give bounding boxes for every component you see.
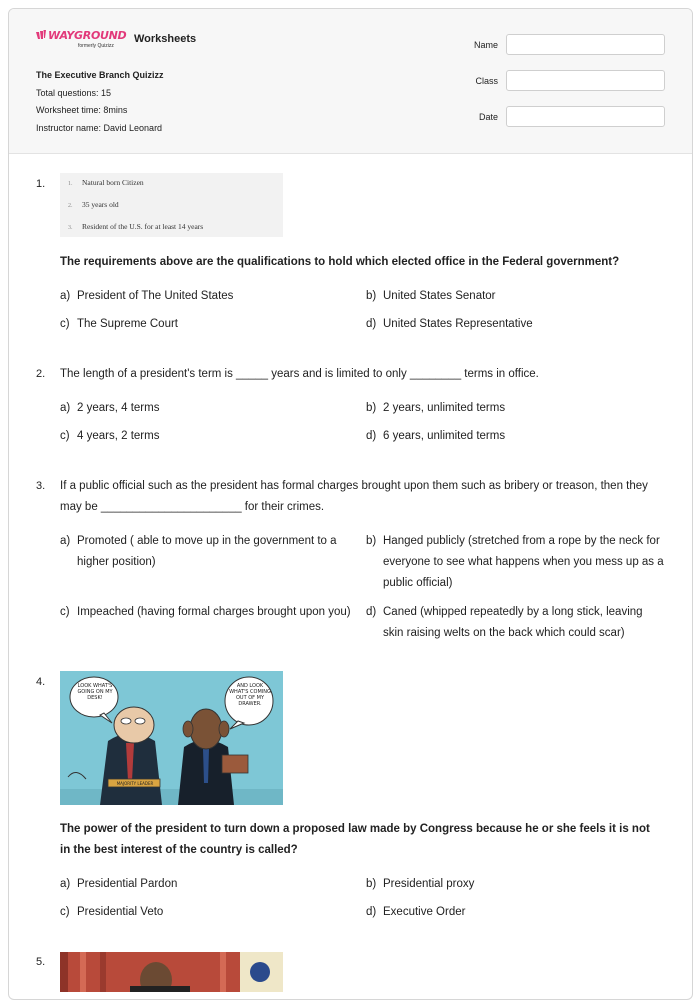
- requirement-item: 3. Resident of the U.S. for at least 14 years: [68, 222, 204, 231]
- worksheet-time: Worksheet time: 8mins: [36, 105, 128, 115]
- total-questions: Total questions: 15: [36, 87, 112, 98]
- question-text: The power of the president to turn down a proposed law made by Congress because he or she feels it is not in the best interest of the country is called?: [60, 823, 650, 856]
- brand-title: Worksheets: [134, 33, 197, 45]
- worksheet-header: [9, 9, 692, 154]
- question-text: The requirements above are the qualifications to hold which elected office in the Federal government?: [60, 256, 620, 268]
- instructor-name: Instructor name: David Leonard: [36, 122, 163, 133]
- speech-bubble-left: LOOK WHAT'S GOING ON MY DESK!: [77, 683, 113, 701]
- option-a[interactable]: a) 2 years, 4 terms: [60, 402, 160, 414]
- question-text: If a public official such as the president has formal charges brought upon them such as bribery or treason, then they may be ______________________ for their crimes.: [60, 480, 648, 513]
- question-text: The length of a president's term is _____ years and is limited to only ________ terms in office.: [60, 368, 539, 380]
- option-d[interactable]: d) 6 years, unlimited terms: [366, 430, 506, 442]
- option-d[interactable]: d) Executive Order: [366, 906, 466, 918]
- logo-subtitle: formerly Quizizz: [78, 43, 114, 49]
- date-input[interactable]: [506, 106, 665, 127]
- worksheet: [8, 8, 693, 1000]
- quiz-info: [36, 67, 164, 137]
- option-a[interactable]: a) President of The United States: [60, 290, 234, 302]
- question-number: 2.: [36, 368, 46, 380]
- question-number: 4.: [36, 676, 46, 688]
- option-c[interactable]: c) Presidential Veto: [60, 906, 164, 918]
- question-number: 3.: [36, 480, 46, 492]
- option-b[interactable]: b) Hanged publicly (stretched from a rope by the neck for everyone to see what happens when you mess up as a public official): [366, 535, 664, 589]
- option-c[interactable]: c) Impeached (having formal charges brought upon you): [60, 606, 351, 618]
- option-a[interactable]: a) Promoted ( able to move up in the government to a higher position): [60, 535, 337, 568]
- option-d[interactable]: d) Caned (whipped repeatedly by a long stick, leaving skin raising welts on the back which could scar): [366, 606, 643, 639]
- requirement-item: 2. 35 years old: [68, 200, 119, 209]
- oval-office-photo: [60, 952, 283, 992]
- class-input[interactable]: [506, 70, 665, 91]
- option-a[interactable]: a) Presidential Pardon: [60, 878, 178, 890]
- brand: [36, 29, 196, 51]
- requirement-item: 1. Natural born Citizen: [68, 178, 144, 187]
- date-label: Date: [478, 111, 498, 122]
- option-c[interactable]: c) The Supreme Court: [60, 318, 178, 330]
- option-b[interactable]: b) Presidential proxy: [366, 878, 475, 890]
- cartoon-sign: MAJORITY LEADER: [116, 781, 154, 786]
- class-field-row: [474, 70, 665, 91]
- student-fields: [474, 34, 665, 142]
- logo-mark-icon: [36, 30, 46, 40]
- option-b[interactable]: b) United States Senator: [366, 290, 496, 302]
- name-field-row: [474, 34, 665, 55]
- option-c[interactable]: c) 4 years, 2 terms: [60, 430, 160, 442]
- option-b[interactable]: b) 2 years, unlimited terms: [366, 402, 506, 414]
- wayground-logo: [36, 29, 126, 51]
- question-number: 1.: [36, 178, 46, 190]
- name-label: Name: [473, 39, 498, 50]
- quiz-title: The Executive Branch Quizizz: [36, 70, 164, 80]
- option-d[interactable]: d) United States Representative: [366, 318, 533, 330]
- date-field-row: [474, 106, 665, 127]
- speech-bubble-right: AND LOOK WHAT'S COMING OUT OF MY DRAWER.: [229, 683, 271, 707]
- logo-text: WAYGROUND: [48, 29, 127, 42]
- question-number: 5.: [36, 956, 46, 968]
- requirements-image: [60, 173, 283, 237]
- name-input[interactable]: [506, 34, 665, 55]
- class-label: Class: [475, 75, 498, 86]
